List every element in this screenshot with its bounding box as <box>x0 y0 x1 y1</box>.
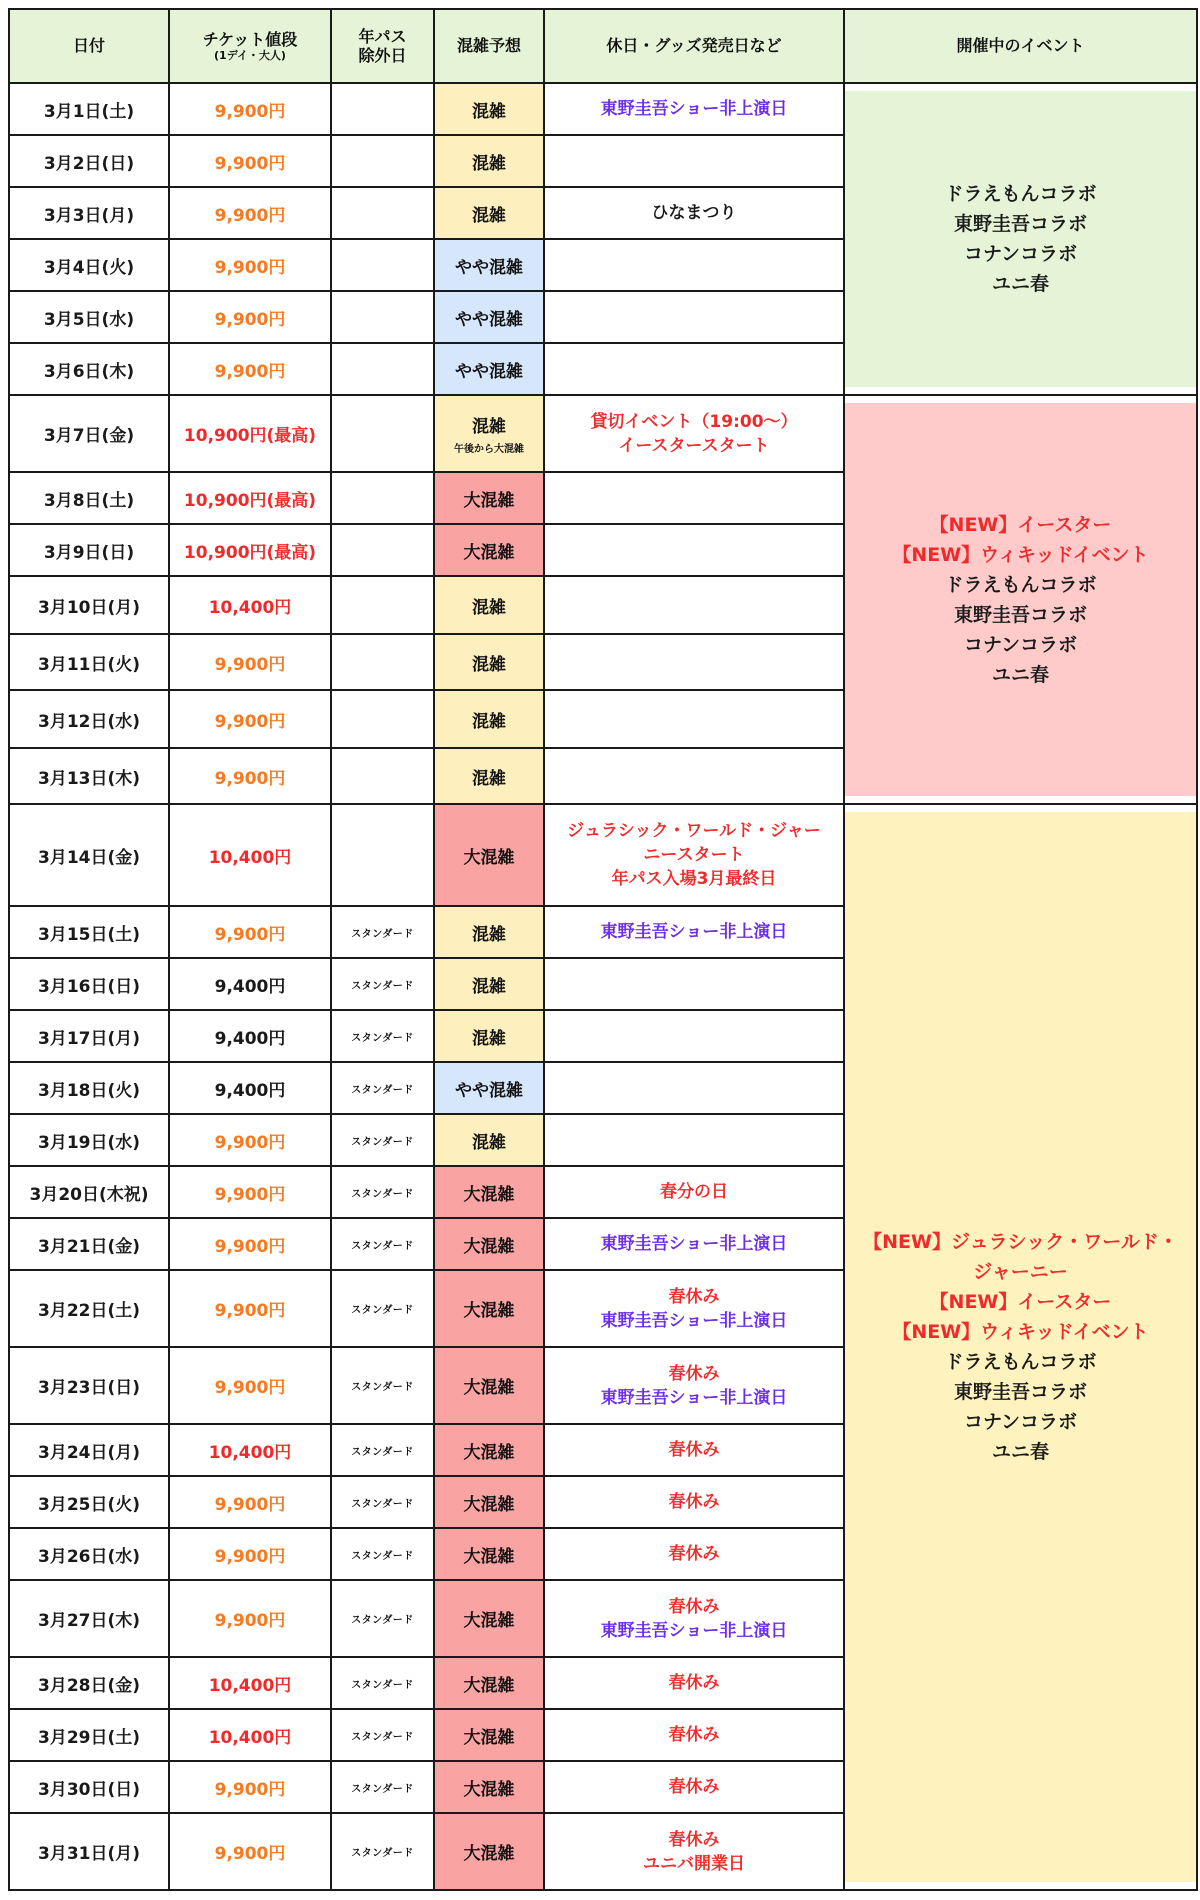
event-item: 東野圭吾コラボ <box>953 603 1087 626</box>
table-body <box>9 83 1197 1890</box>
date-cell: 3月18日(火) <box>9 1062 169 1114</box>
header-events: 開催中のイベント <box>844 9 1197 83</box>
note-line: ジュラシック・ワールド・ジャー <box>567 821 821 841</box>
note-line: 春休み <box>668 1725 720 1745</box>
event-block <box>845 91 1196 387</box>
note-line: 春休み <box>668 1286 720 1307</box>
crowd-level-label: 混雑 <box>472 101 506 122</box>
ticket-price-cell: 9,900円 <box>169 83 331 135</box>
date-cell: 3月11日(火) <box>9 634 169 690</box>
holiday-notes-cell <box>544 239 844 291</box>
date-cell: 3月20日(木祝) <box>9 1166 169 1218</box>
holiday-notes-cell <box>544 187 844 239</box>
date-cell: 3月28日(金) <box>9 1657 169 1709</box>
event-item: 【NEW】ウィキッドイベント <box>892 1321 1149 1343</box>
crowd-level-label: 大混雑 <box>463 1301 515 1321</box>
annual-pass-exclusion-cell: スタンダード <box>331 1813 434 1890</box>
crowd-forecast-cell <box>434 187 544 239</box>
crowd-forecast-cell <box>434 1657 544 1709</box>
header-row <box>9 9 1197 83</box>
crowd-level-label: 大混雑 <box>463 490 515 511</box>
crowd-level-label: 混雑 <box>472 153 506 174</box>
annual-pass-exclusion-cell <box>331 343 434 395</box>
header-price-sub: (1デイ・大人) <box>214 49 286 62</box>
note-line: 春休み <box>668 1492 720 1512</box>
header-date: 日付 <box>9 9 169 83</box>
event-block <box>845 812 1196 1882</box>
annual-pass-exclusion-cell: スタンダード <box>331 1114 434 1166</box>
event-item: ジャーニー <box>973 1261 1068 1283</box>
annual-pass-exclusion-cell <box>331 634 434 690</box>
annual-pass-exclusion-cell <box>331 291 434 343</box>
annual-pass-exclusion-cell <box>331 748 434 804</box>
crowd-forecast-cell <box>434 83 544 135</box>
annual-pass-exclusion-cell: スタンダード <box>331 1166 434 1218</box>
holiday-notes-cell <box>544 1476 844 1528</box>
holiday-notes-cell <box>544 804 844 906</box>
ticket-price-cell: 9,900円 <box>169 1218 331 1270</box>
crowd-level-label: やや混雑 <box>455 361 523 382</box>
crowd-forecast-cell <box>434 1813 544 1890</box>
annual-pass-exclusion-cell <box>331 524 434 576</box>
note-line: 春休み <box>668 1673 720 1693</box>
crowd-forecast-cell <box>434 239 544 291</box>
date-cell: 3月23日(日) <box>9 1347 169 1424</box>
crowd-sub-note: 午後から大混雑 <box>454 444 524 455</box>
ongoing-events-cell <box>844 83 1197 395</box>
holiday-notes-cell <box>544 1580 844 1657</box>
date-cell: 3月27日(木) <box>9 1580 169 1657</box>
crowd-level-label: 大混雑 <box>463 1675 515 1696</box>
date-cell: 3月10日(月) <box>9 576 169 634</box>
holiday-notes-cell <box>544 1010 844 1062</box>
holiday-notes-cell <box>544 1528 844 1580</box>
annual-pass-exclusion-cell: スタンダード <box>331 1347 434 1424</box>
note-line: 春休み <box>668 1829 720 1850</box>
ticket-price-cell: 9,900円 <box>169 239 331 291</box>
crowd-forecast-cell <box>434 472 544 524</box>
holiday-notes-cell <box>544 1761 844 1813</box>
date-cell: 3月3日(月) <box>9 187 169 239</box>
event-item: ユニ春 <box>991 663 1049 686</box>
crowd-forecast-cell <box>434 1528 544 1580</box>
annual-pass-exclusion-cell: スタンダード <box>331 958 434 1010</box>
note-line: 東野圭吾ショー非上演日 <box>600 1310 788 1331</box>
event-item: ユニ春 <box>991 1441 1049 1463</box>
crowd-forecast-cell <box>434 748 544 804</box>
holiday-notes-cell <box>544 958 844 1010</box>
crowd-calendar-table <box>8 8 1198 1891</box>
crowd-forecast-cell <box>434 291 544 343</box>
note-line: 東野圭吾ショー非上演日 <box>600 922 788 942</box>
date-cell: 3月26日(水) <box>9 1528 169 1580</box>
ticket-price-cell: 9,900円 <box>169 1166 331 1218</box>
ticket-price-cell: 9,900円 <box>169 906 331 958</box>
holiday-notes-cell <box>544 1657 844 1709</box>
header-notes: 休日・グッズ発売日など <box>544 9 844 83</box>
note-line: 春休み <box>668 1363 720 1384</box>
note-line: ニースタート <box>643 845 745 865</box>
annual-pass-exclusion-cell: スタンダード <box>331 906 434 958</box>
event-item: ユニ春 <box>991 273 1049 295</box>
note-line: 貸切イベント（19:00〜） <box>590 411 798 432</box>
crowd-level-label: 混雑 <box>472 768 506 789</box>
crowd-level-label: 大混雑 <box>463 1611 515 1631</box>
note-line: 東野圭吾ショー非上演日 <box>600 1387 788 1408</box>
crowd-level-label: 混雑 <box>472 205 506 226</box>
crowd-level-label: 大混雑 <box>463 1494 515 1515</box>
date-cell: 3月2日(日) <box>9 135 169 187</box>
crowd-level-label: 混雑 <box>472 654 506 675</box>
header-price-label: チケット値段 <box>202 29 298 49</box>
header-pass-line2: 除外日 <box>358 46 407 65</box>
date-cell: 3月16日(日) <box>9 958 169 1010</box>
ticket-price-cell: 9,900円 <box>169 1580 331 1657</box>
holiday-notes-cell <box>544 634 844 690</box>
crowd-forecast-cell <box>434 343 544 395</box>
note-line: 東野圭吾ショー非上演日 <box>600 99 788 119</box>
date-cell: 3月29日(土) <box>9 1709 169 1761</box>
event-item: 【NEW】イースター <box>929 1291 1112 1313</box>
holiday-notes-cell <box>544 395 844 472</box>
ticket-price-cell: 9,900円 <box>169 187 331 239</box>
annual-pass-exclusion-cell: スタンダード <box>331 1010 434 1062</box>
ticket-price-cell: 9,900円 <box>169 1528 331 1580</box>
ticket-price-cell: 9,900円 <box>169 748 331 804</box>
holiday-notes-cell <box>544 1347 844 1424</box>
event-item: 【NEW】ジュラシック・ワールド・ <box>863 1231 1178 1253</box>
holiday-notes-cell <box>544 906 844 958</box>
ticket-price-cell: 10,400円 <box>169 1424 331 1476</box>
crowd-forecast-cell <box>434 1424 544 1476</box>
ticket-price-cell: 10,400円 <box>169 804 331 906</box>
schedule-table-container <box>8 8 1196 1891</box>
ongoing-events-cell <box>844 395 1197 804</box>
note-line: 春休み <box>668 1440 720 1460</box>
event-item: ドラえもんコラボ <box>944 1351 1097 1373</box>
holiday-notes-cell <box>544 1270 844 1347</box>
holiday-notes-cell <box>544 1166 844 1218</box>
holiday-notes-cell <box>544 291 844 343</box>
annual-pass-exclusion-cell: スタンダード <box>331 1424 434 1476</box>
crowd-forecast-cell <box>434 804 544 906</box>
event-item: ドラえもんコラボ <box>944 183 1097 205</box>
annual-pass-exclusion-cell <box>331 690 434 748</box>
note-line: 東野圭吾ショー非上演日 <box>600 1234 788 1254</box>
crowd-level-label: 混雑 <box>472 1132 506 1153</box>
holiday-notes-cell <box>544 1709 844 1761</box>
crowd-forecast-cell <box>434 906 544 958</box>
annual-pass-exclusion-cell: スタンダード <box>331 1218 434 1270</box>
annual-pass-exclusion-cell: スタンダード <box>331 1528 434 1580</box>
crowd-forecast-cell <box>434 1709 544 1761</box>
holiday-notes-cell <box>544 1813 844 1890</box>
event-item: 東野圭吾コラボ <box>953 1381 1087 1403</box>
crowd-level-label: 大混雑 <box>463 1546 515 1567</box>
ticket-price-cell: 9,900円 <box>169 1114 331 1166</box>
date-cell: 3月19日(水) <box>9 1114 169 1166</box>
holiday-notes-cell <box>544 135 844 187</box>
date-cell: 3月21日(金) <box>9 1218 169 1270</box>
crowd-level-label: やや混雑 <box>455 309 523 330</box>
crowd-level-label: 混雑 <box>472 597 506 618</box>
date-cell: 3月4日(火) <box>9 239 169 291</box>
date-cell: 3月30日(日) <box>9 1761 169 1813</box>
date-cell: 3月14日(金) <box>9 804 169 906</box>
crowd-forecast-cell <box>434 1166 544 1218</box>
crowd-forecast-cell <box>434 1010 544 1062</box>
event-item: ドラえもんコラボ <box>944 573 1097 596</box>
date-cell: 3月13日(木) <box>9 748 169 804</box>
ticket-price-cell: 9,900円 <box>169 1347 331 1424</box>
crowd-forecast-cell <box>434 395 544 472</box>
date-cell: 3月24日(月) <box>9 1424 169 1476</box>
crowd-level-label: 大混雑 <box>463 1378 515 1398</box>
crowd-level-label: 大混雑 <box>463 542 515 563</box>
crowd-forecast-cell <box>434 135 544 187</box>
annual-pass-exclusion-cell: スタンダード <box>331 1476 434 1528</box>
holiday-notes-cell <box>544 472 844 524</box>
annual-pass-exclusion-cell <box>331 472 434 524</box>
crowd-level-label: 混雑 <box>472 976 506 997</box>
date-cell: 3月12日(水) <box>9 690 169 748</box>
annual-pass-exclusion-cell <box>331 239 434 291</box>
ticket-price-cell: 10,900円(最高) <box>169 472 331 524</box>
ticket-price-cell: 10,900円(最高) <box>169 395 331 472</box>
ticket-price-cell: 9,400円 <box>169 958 331 1010</box>
holiday-notes-cell <box>544 1218 844 1270</box>
ticket-price-cell: 10,400円 <box>169 1709 331 1761</box>
holiday-notes-cell <box>544 690 844 748</box>
date-cell: 3月22日(土) <box>9 1270 169 1347</box>
header-pass-line1: 年パス <box>358 26 407 46</box>
event-item: 東野圭吾コラボ <box>953 213 1087 235</box>
table-row <box>9 395 1197 472</box>
ticket-price-cell: 10,400円 <box>169 1657 331 1709</box>
ticket-price-cell: 9,900円 <box>169 634 331 690</box>
event-item: コナンコラボ <box>963 1411 1078 1433</box>
crowd-level-label: 大混雑 <box>463 1844 515 1864</box>
crowd-forecast-cell <box>434 576 544 634</box>
date-cell: 3月17日(月) <box>9 1010 169 1062</box>
annual-pass-exclusion-cell: スタンダード <box>331 1709 434 1761</box>
date-cell: 3月7日(金) <box>9 395 169 472</box>
crowd-forecast-cell <box>434 1347 544 1424</box>
annual-pass-exclusion-cell <box>331 576 434 634</box>
annual-pass-exclusion-cell: スタンダード <box>331 1580 434 1657</box>
ticket-price-cell: 9,900円 <box>169 1476 331 1528</box>
holiday-notes-cell <box>544 83 844 135</box>
event-block <box>845 403 1196 796</box>
note-line: 春休み <box>668 1777 720 1797</box>
event-item: コナンコラボ <box>963 633 1078 656</box>
ticket-price-cell: 9,900円 <box>169 1761 331 1813</box>
ticket-price-cell: 10,400円 <box>169 576 331 634</box>
table-row <box>9 83 1197 135</box>
crowd-level-label: 大混雑 <box>463 1779 515 1800</box>
date-cell: 3月25日(火) <box>9 1476 169 1528</box>
crowd-level-label: 混雑 <box>472 417 506 437</box>
ticket-price-cell: 9,900円 <box>169 135 331 187</box>
note-line: 春分の日 <box>660 1182 728 1202</box>
header-pass-exclusion <box>331 9 434 83</box>
holiday-notes-cell <box>544 1114 844 1166</box>
annual-pass-exclusion-cell: スタンダード <box>331 1270 434 1347</box>
holiday-notes-cell <box>544 576 844 634</box>
crowd-forecast-cell <box>434 634 544 690</box>
crowd-level-label: 大混雑 <box>463 847 515 868</box>
crowd-forecast-cell <box>434 1761 544 1813</box>
holiday-notes-cell <box>544 343 844 395</box>
header-price <box>169 9 331 83</box>
holiday-notes-cell <box>544 1062 844 1114</box>
crowd-forecast-cell <box>434 1270 544 1347</box>
event-item: コナンコラボ <box>963 243 1078 265</box>
crowd-level-label: 混雑 <box>472 1028 506 1049</box>
crowd-level-label: 大混雑 <box>463 1727 515 1748</box>
crowd-level-label: 大混雑 <box>463 1442 515 1463</box>
ticket-price-cell: 9,400円 <box>169 1010 331 1062</box>
note-line: 春休み <box>668 1596 720 1617</box>
note-line: ユニバ開業日 <box>643 1853 745 1874</box>
date-cell: 3月5日(水) <box>9 291 169 343</box>
annual-pass-exclusion-cell: スタンダード <box>331 1657 434 1709</box>
note-line: 春休み <box>668 1544 720 1564</box>
table-row <box>9 804 1197 906</box>
annual-pass-exclusion-cell <box>331 135 434 187</box>
crowd-level-label: 大混雑 <box>463 1236 515 1257</box>
ticket-price-cell: 9,900円 <box>169 690 331 748</box>
holiday-notes-cell <box>544 1424 844 1476</box>
ticket-price-cell: 9,900円 <box>169 343 331 395</box>
crowd-forecast-cell <box>434 1062 544 1114</box>
annual-pass-exclusion-cell <box>331 187 434 239</box>
crowd-forecast-cell <box>434 1114 544 1166</box>
ticket-price-cell: 9,900円 <box>169 1813 331 1890</box>
annual-pass-exclusion-cell <box>331 83 434 135</box>
crowd-forecast-cell <box>434 1476 544 1528</box>
date-cell: 3月9日(日) <box>9 524 169 576</box>
crowd-forecast-cell <box>434 1580 544 1657</box>
event-item: 【NEW】イースター <box>929 513 1112 536</box>
annual-pass-exclusion-cell: スタンダード <box>331 1761 434 1813</box>
note-line: ひなまつり <box>651 203 737 223</box>
crowd-level-label: 大混雑 <box>463 1184 515 1205</box>
crowd-forecast-cell <box>434 958 544 1010</box>
crowd-level-label: 混雑 <box>472 711 506 732</box>
ticket-price-cell: 9,900円 <box>169 1270 331 1347</box>
note-line: イースタースタート <box>618 435 770 456</box>
ticket-price-cell: 9,900円 <box>169 291 331 343</box>
ticket-price-cell: 10,900円(最高) <box>169 524 331 576</box>
crowd-forecast-cell <box>434 690 544 748</box>
crowd-forecast-cell <box>434 524 544 576</box>
date-cell: 3月1日(土) <box>9 83 169 135</box>
crowd-level-label: やや混雑 <box>455 257 523 278</box>
date-cell: 3月8日(土) <box>9 472 169 524</box>
note-line: 東野圭吾ショー非上演日 <box>600 1620 788 1641</box>
crowd-forecast-cell <box>434 1218 544 1270</box>
ticket-price-cell: 9,400円 <box>169 1062 331 1114</box>
annual-pass-exclusion-cell <box>331 804 434 906</box>
ongoing-events-cell <box>844 804 1197 1890</box>
annual-pass-exclusion-cell: スタンダード <box>331 1062 434 1114</box>
date-cell: 3月15日(土) <box>9 906 169 958</box>
annual-pass-exclusion-cell <box>331 395 434 472</box>
holiday-notes-cell <box>544 524 844 576</box>
date-cell: 3月31日(月) <box>9 1813 169 1890</box>
crowd-level-label: やや混雑 <box>455 1080 523 1101</box>
note-line: 年パス入場3月最終日 <box>611 869 777 889</box>
crowd-level-label: 混雑 <box>472 924 506 945</box>
date-cell: 3月6日(木) <box>9 343 169 395</box>
header-crowd: 混雑予想 <box>434 9 544 83</box>
event-item: 【NEW】ウィキッドイベント <box>892 543 1149 566</box>
holiday-notes-cell <box>544 748 844 804</box>
